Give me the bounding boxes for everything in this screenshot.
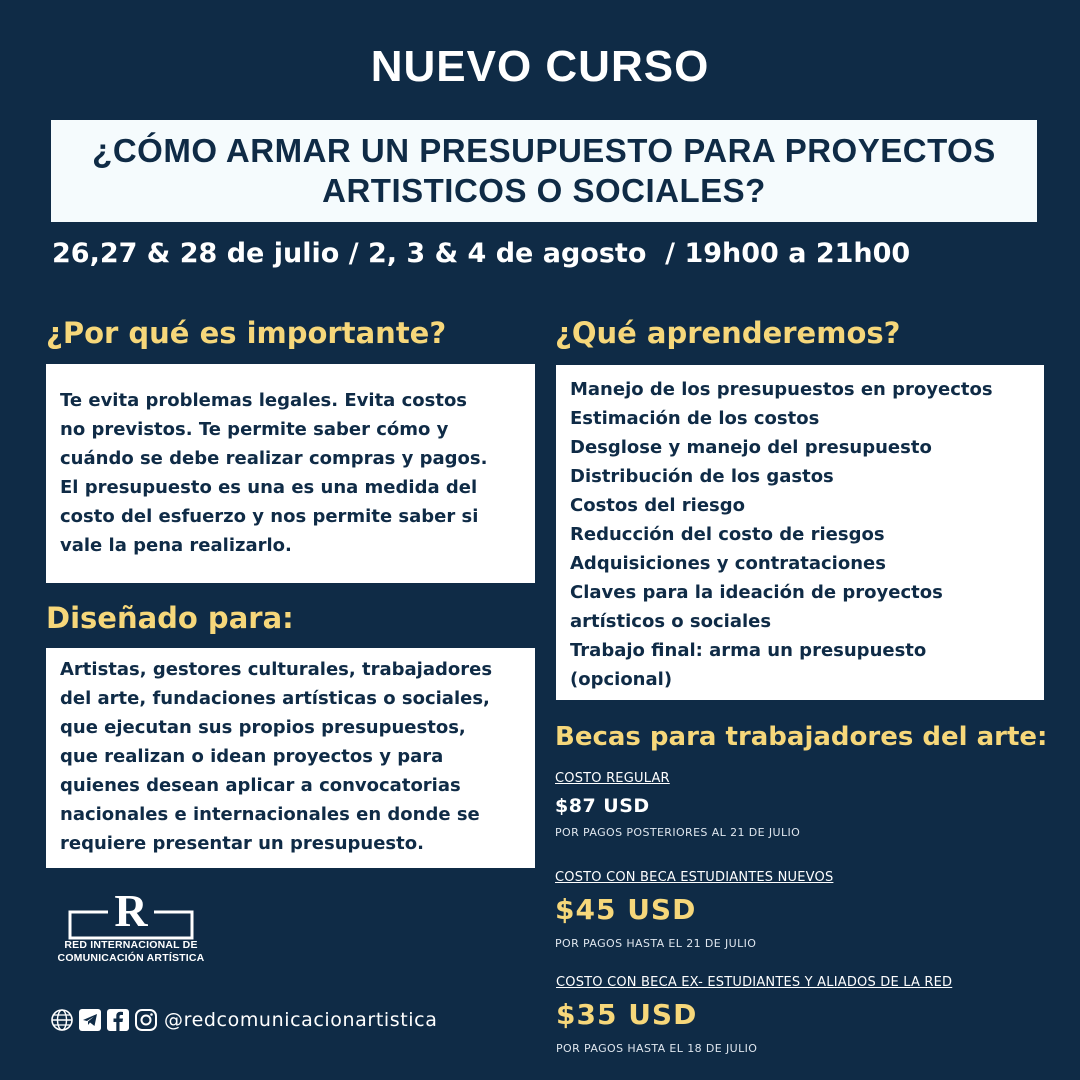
designed-text-box: [46, 648, 535, 868]
telegram-icon[interactable]: [78, 1008, 102, 1032]
course-title-line: ¿CÓMO ARMAR UN PRESUPUESTO PARA PROYECTOS: [92, 132, 996, 169]
new-students-cost-price: $45 USD: [555, 893, 697, 926]
scholarships-heading: Becas para trabajadores del arte:: [555, 722, 1048, 752]
learn-list-box: [556, 365, 1044, 700]
regular-cost-label: COSTO REGULAR: [555, 771, 670, 786]
learn-list-item: Claves para la ideación de proyectos: [570, 582, 943, 603]
why-line: Te evita problemas legales. Evita costos: [60, 390, 468, 411]
why-heading: ¿Por qué es importante?: [46, 316, 447, 350]
why-line: costo del esfuerzo y nos permite saber si: [60, 506, 479, 527]
designed-line: quienes desean aplicar a convocatorias: [60, 775, 461, 796]
why-line: vale la pena realizarlo.: [60, 535, 292, 556]
learn-list-item: Estimación de los costos: [570, 408, 820, 429]
instagram-icon[interactable]: [134, 1008, 158, 1032]
why-line: cuándo se debe realizar compras y pagos.: [60, 448, 488, 469]
social-row: [50, 1008, 437, 1032]
learn-list-item: Desglose y manejo del presupuesto: [570, 437, 932, 458]
learn-list: [570, 375, 1030, 694]
learn-list-item: artísticos o sociales: [570, 611, 772, 632]
logo-letter: R: [114, 888, 148, 936]
learn-list-item: Manejo de los presupuestos en proyectos: [570, 379, 993, 400]
learn-list-item: Distribución de los gastos: [570, 466, 834, 487]
logo-text-line: COMUNICACIÓN ARTÍSTICA: [57, 952, 205, 964]
designed-line: del arte, fundaciones artísticas o sociales,: [60, 688, 490, 709]
ex-students-cost-price: $35 USD: [556, 998, 698, 1031]
new-students-cost-note: POR PAGOS HASTA EL 21 DE JULIO: [555, 937, 757, 950]
course-title-line: ARTISTICOS O SOCIALES?: [322, 172, 766, 209]
designed-line: Artistas, gestores culturales, trabajadores: [60, 659, 493, 680]
designed-line: nacionales e internacionales en donde se: [60, 804, 480, 825]
ex-students-cost-note: POR PAGOS HASTA EL 18 DE JULIO: [556, 1042, 758, 1055]
learn-list-item: Trabajo final: arma un presupuesto: [570, 640, 927, 661]
learn-list-item: Reducción del costo de riesgos: [570, 524, 885, 545]
new-students-cost-label: COSTO CON BECA ESTUDIANTES NUEVOS: [555, 870, 834, 885]
why-text-box: [46, 364, 535, 583]
regular-cost-note: POR PAGOS POSTERIORES AL 21 DE JULIO: [555, 826, 801, 839]
regular-cost-price: $87 USD: [555, 795, 650, 817]
learn-list-item: (opcional): [570, 669, 673, 690]
social-handle[interactable]: @redcomunicacionartistica: [164, 1009, 438, 1031]
designed-heading: Diseñado para:: [46, 601, 294, 635]
why-line: El presupuesto es una es una medida del: [60, 477, 478, 498]
ex-students-cost-label: COSTO CON BECA EX- ESTUDIANTES Y ALIADOS DE LA RED: [556, 975, 953, 990]
schedule-dates: 26,27 & 28 de julio / 2, 3 & 4 de agosto / 19h00 a 21h00: [52, 238, 911, 269]
globe-icon[interactable]: [50, 1008, 74, 1032]
course-title-box: [51, 120, 1037, 222]
why-line: no previstos. Te permite saber cómo y: [60, 419, 449, 440]
main-title: NUEVO CURSO: [370, 42, 710, 91]
logo-text: [50, 939, 212, 965]
learn-list-item: Costos del riesgo: [570, 495, 745, 516]
learn-list-item: Adquisiciones y contrataciones: [570, 553, 886, 574]
designed-line: que realizan o idean proyectos y para: [60, 746, 444, 767]
logo-text-line: RED INTERNACIONAL DE: [64, 939, 198, 951]
designed-line: requiere presentar un presupuesto.: [60, 833, 424, 854]
learn-heading: ¿Qué aprenderemos?: [555, 316, 901, 350]
facebook-icon[interactable]: [106, 1008, 130, 1032]
designed-line: que ejecutan sus propios presupuestos,: [60, 717, 466, 738]
